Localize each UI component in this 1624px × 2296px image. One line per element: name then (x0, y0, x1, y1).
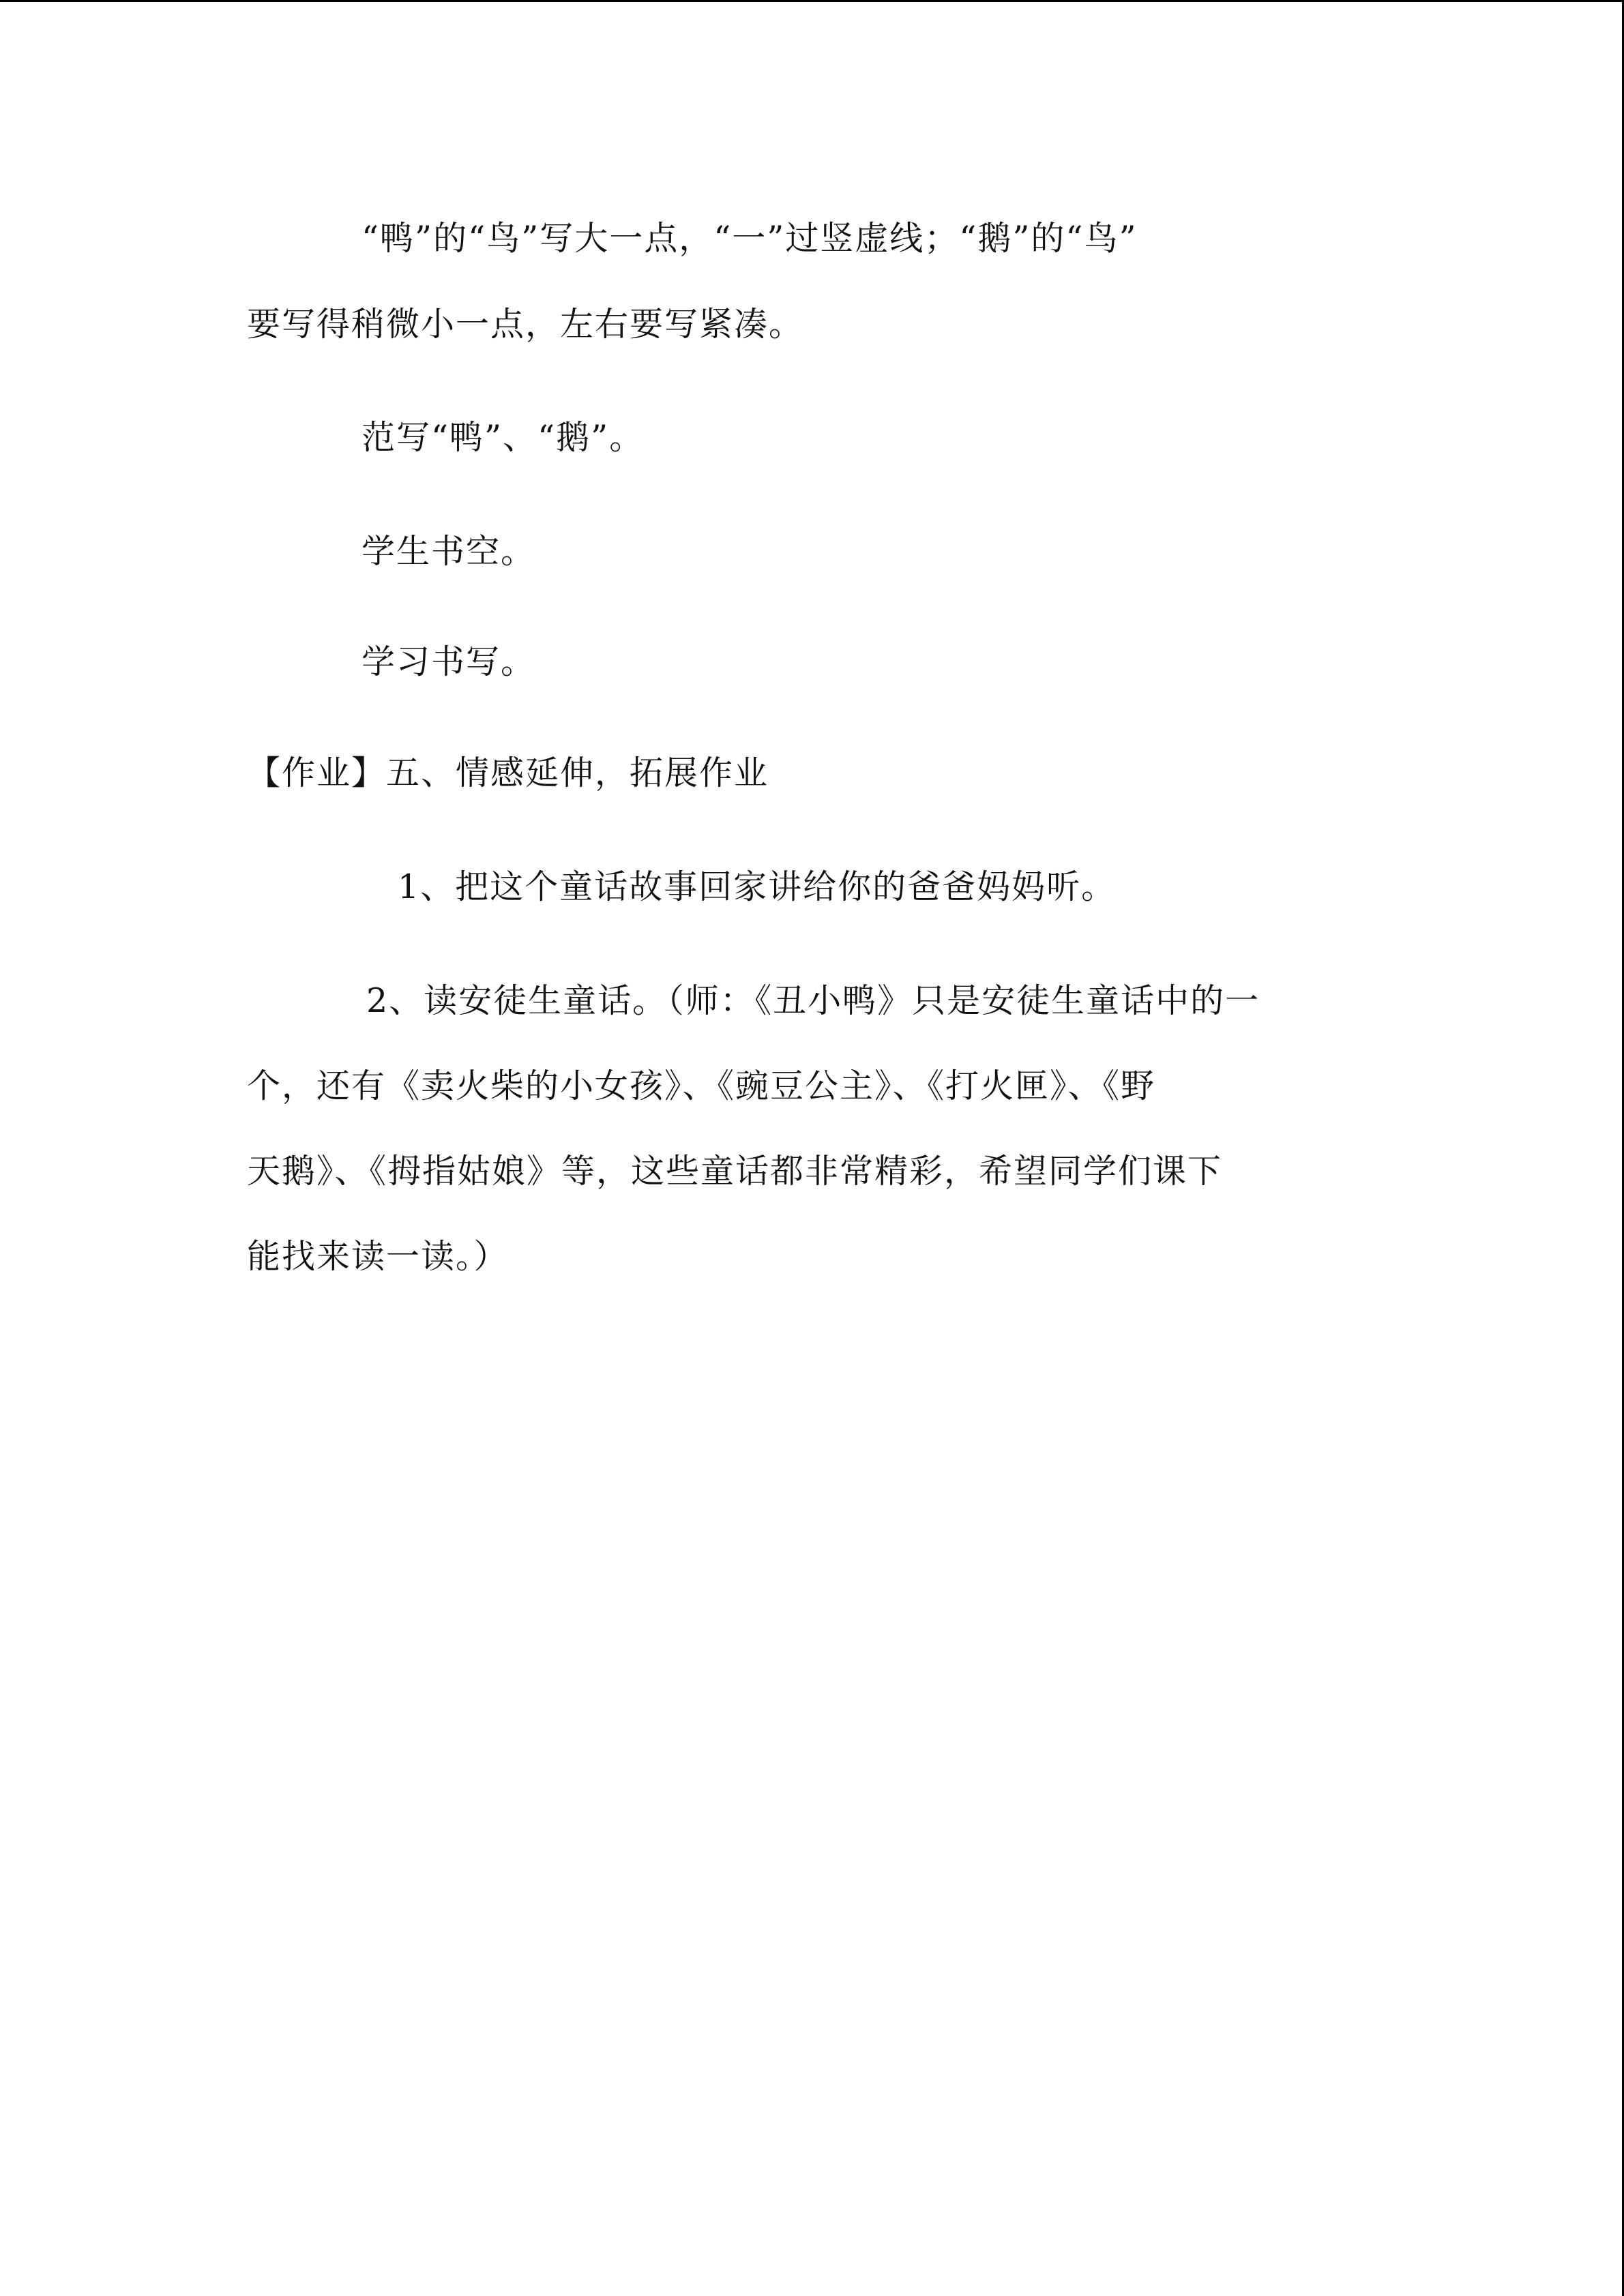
homework-item-2-line-2: 个，还有《卖火柴的小女孩》、《豌豆公主》、《打火匣》、《野 (247, 1067, 1156, 1105)
page-top-border (0, 0, 1624, 2)
writing-guide-line-1: “鸭”的“鸟”写大一点，“一”过竖虚线；“鹅”的“鸟” (361, 219, 1138, 258)
homework-item-1: 1、把这个童话故事回家讲给你的爸爸妈妈听。 (398, 867, 1117, 906)
writing-guide-line-2: 要写得稍微小一点，左右要写紧凑。 (247, 305, 804, 344)
demo-writing-line: 范写“鸭”、“鹅”。 (361, 418, 645, 457)
air-writing-line: 学生书空。 (361, 532, 536, 571)
homework-item-2-line-3: 天鹅》、《拇指姑娘》等，这些童话都非常精彩，希望同学们课下 (247, 1152, 1223, 1191)
homework-item-2-line-1: 2、读安徒生童话。（师：《丑小鸭》只是安徒生童话中的一 (366, 981, 1260, 1020)
practice-writing-line: 学习书写。 (361, 642, 536, 681)
homework-item-2-line-4: 能找来读一读。） (247, 1237, 509, 1276)
homework-heading: 【作业】五、情感延伸，拓展作业 (247, 754, 769, 792)
